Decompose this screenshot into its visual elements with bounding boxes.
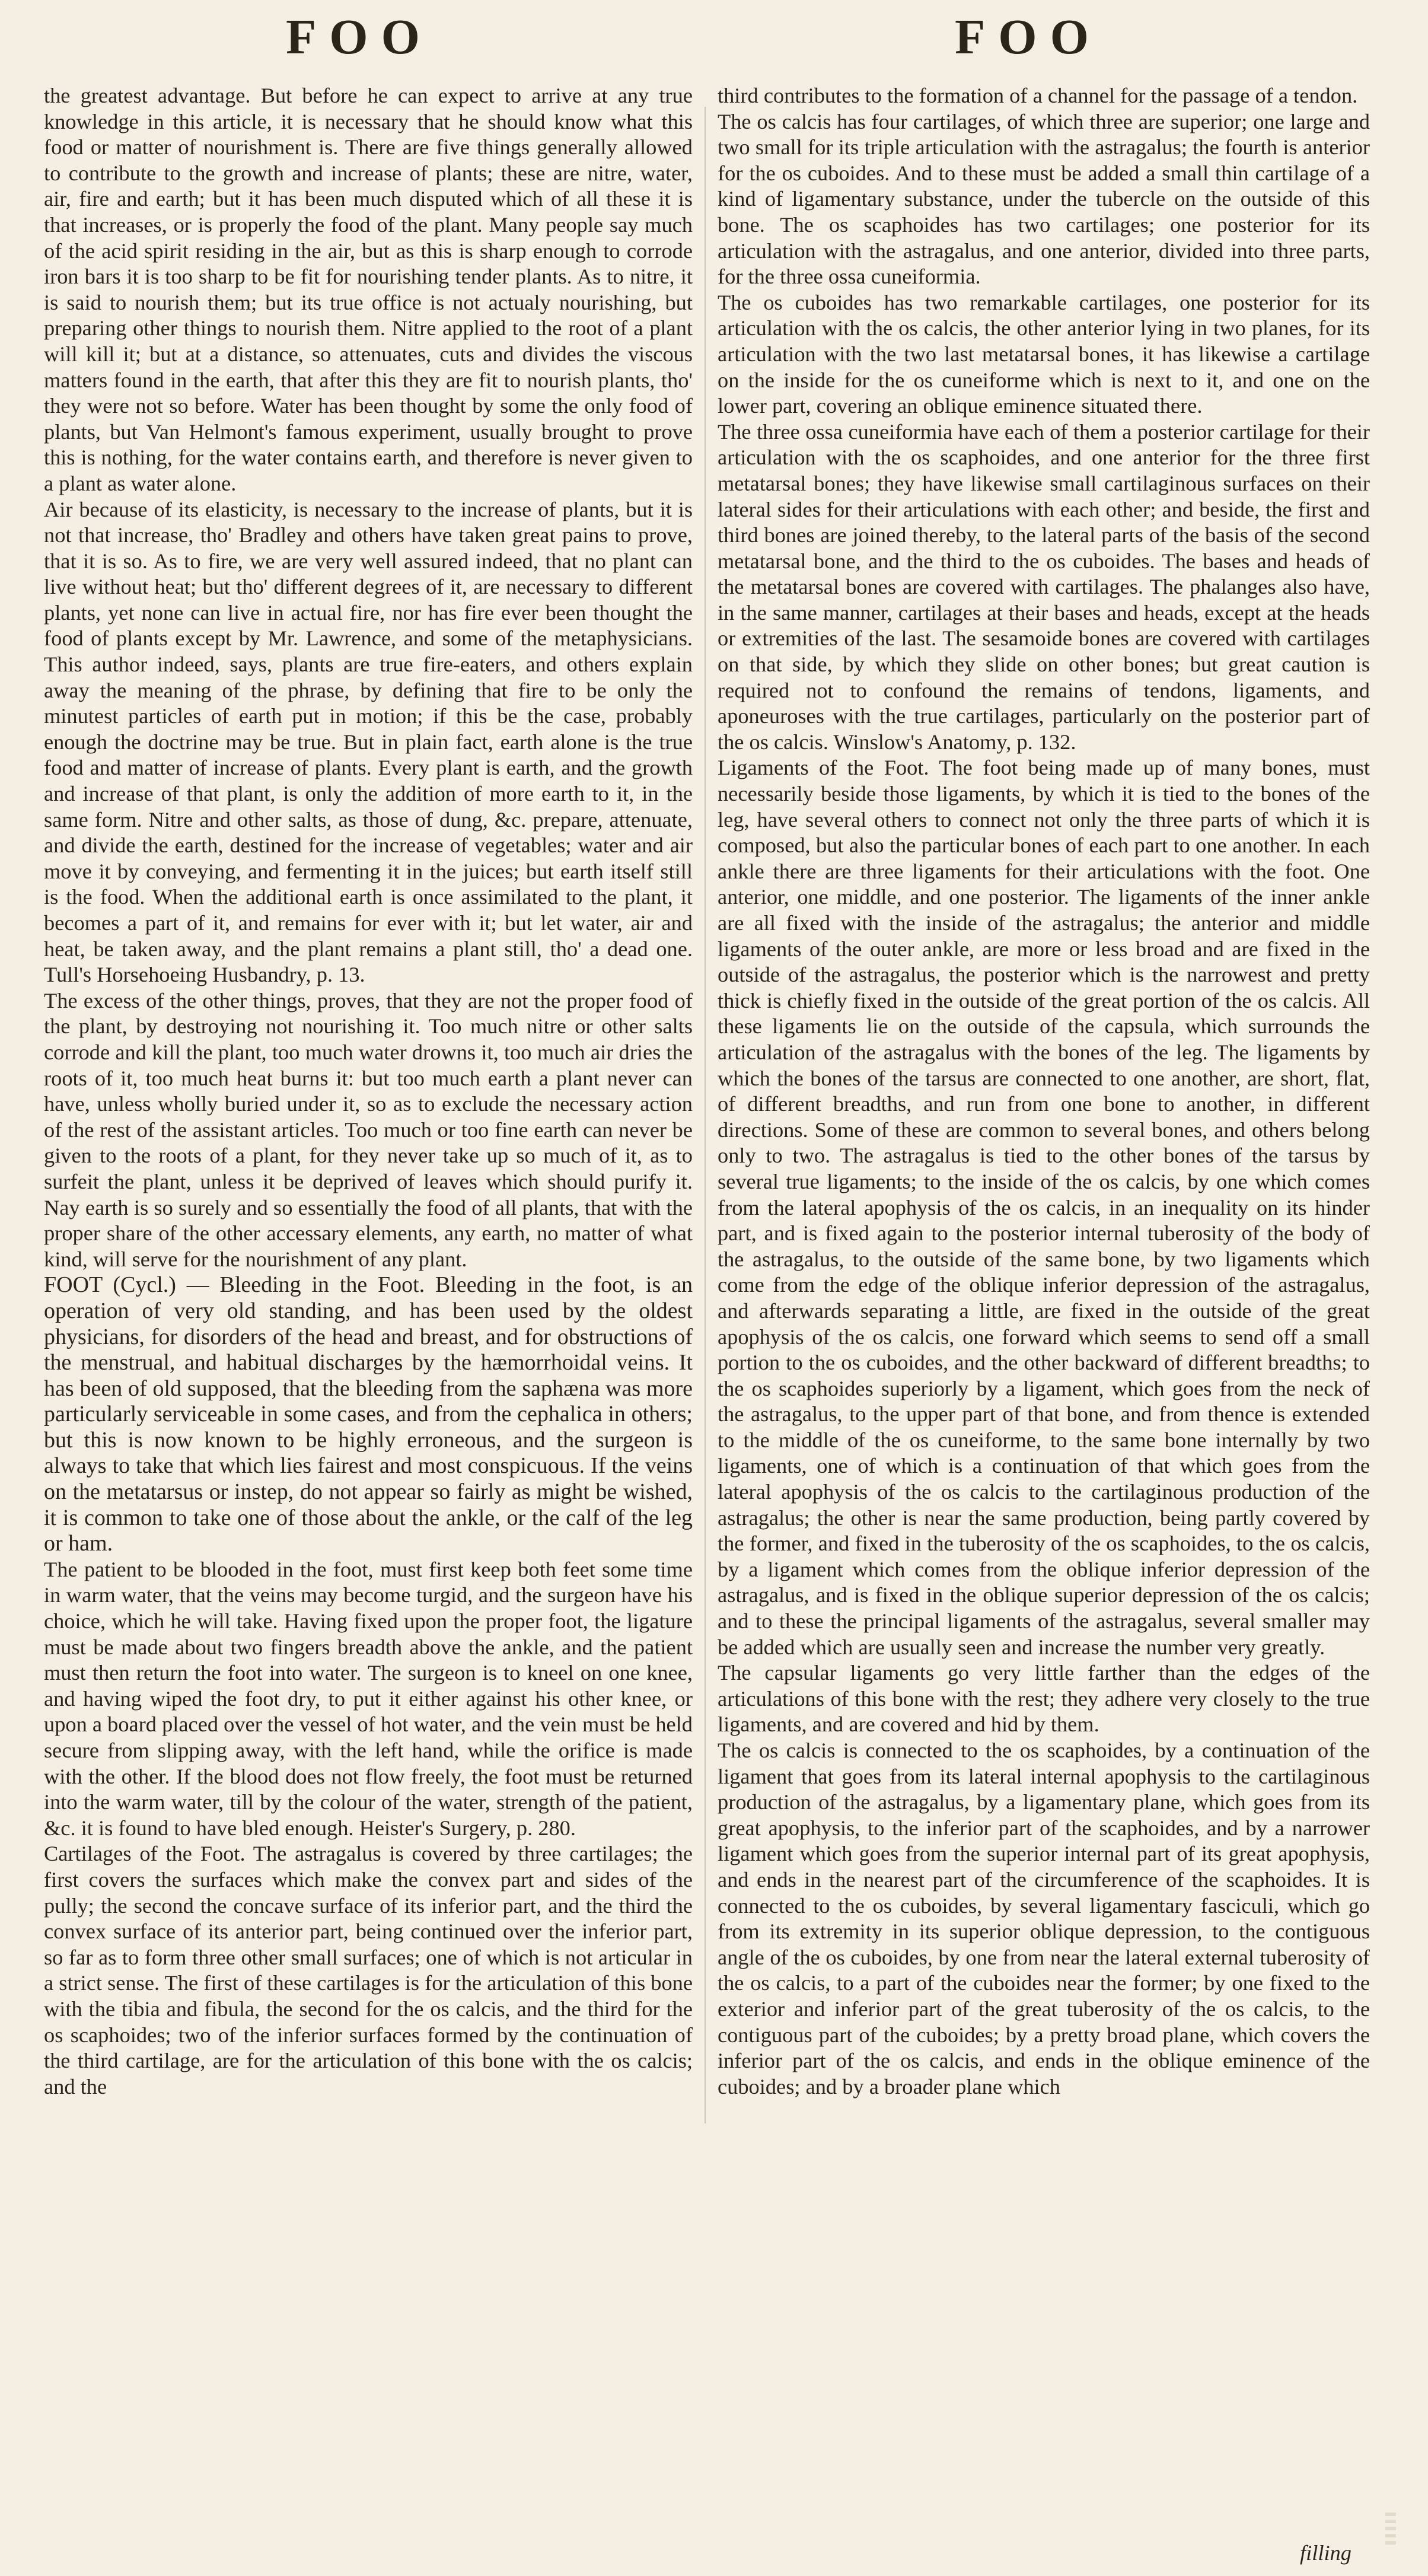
paragraph: The capsular ligaments go very little farther than the edges of the articulations of this bone with the rest; they adhere very closely to the true ligaments, and are covered and hid by them. [718, 1661, 1370, 1737]
margin-mark [1385, 2513, 1396, 2548]
entry-foot-bleeding: FOOT (Cycl.) — Bleeding in the Foot. Bleeding in the foot, is an operation of very old standing, and has been used by the oldest physicians, for disorders of the head and breast, and for obstructions of the menstrual, and habitual discharges by the hæmorrhoidal veins. It has been of old supposed, that the bleeding from the saphæna was more particularly serviceable in some cases, and from the cephalica in others; but this is now known to be highly erroneous, and the surgeon is always to take that which lies fairest and most conspicuous. If the veins on the metatarsus or instep, do not appear so fairly as might be wished, it is common to take one of those about the ankle, or the calf of the leg or ham. [44, 1272, 693, 1556]
entry-ligaments-of-foot: Ligaments of the Foot. The foot being made up of many bones, must necessarily beside those ligaments, by which it is tied to the bones of the leg, have several others to connect not only the three parts of which it is composed, but also the particular bones of each part to one another. In each ankle there are three ligaments for their articulations with the foot. One anterior, one middle, and one posterior. The ligaments of the inner ankle are all fixed with the inside of the astragalus; the anterior and middle ligaments of the outer ankle, are more or less broad and are fixed in the outside of the astragalus, the posterior which is the narrowest and pretty thick is chiefly fixed in the outside of the great portion of the os calcis. All these ligaments lie on the outside of the capsula, which surrounds the articulation of the astragalus with the bones of the leg. The ligaments by which the bones of the tarsus are connected to one another, are short, flat, of different breadths, and run from one bone to another, in different directions. Some of these are common to several bones, and others belong only to two. The astragalus is tied to the other bones of the tarsus by several true ligaments; to the inside of the os calcis, by one which comes from the lateral apophysis of the os calcis, in an inequality on its hinder part, and is fixed again to the posterior internal tuberosity of the body of the astragalus, to the outside of the same bone, by two ligaments which come from the edge of the oblique inferior depression of the astragalus, and afterwards separating a little, are fixed in the outside of the great apophysis of the os calcis, one forward which seems to send off a small portion to the os cuboides, and the other backward of different breadths; to the os scaphoides superiorly by a ligament, which goes from the neck of the astragalus, to the upper part of that bone, and from thence is extended to the middle of the os cuneiforme, to the same bone internally by two ligaments, one of which is a continuation of that which goes from the lateral apophysis of the os calcis to the cartilaginous production of the astragalus; the other is near the same production, being partly covered by the former, and fixed in the tuberosity of the os scaphoides, to the os calcis, by a ligament which comes from the oblique inferior depression of the astragalus, and is fixed in the oblique superior depression of the os calcis; and to these the principal ligaments of the astragalus, several smaller may be added which are usually seen and increase the number very greatly. [718, 756, 1370, 1659]
paragraph: third contributes to the formation of a channel for the passage of a tendon. [718, 84, 1358, 107]
running-head-left: FOO [286, 9, 433, 65]
paragraph: The excess of the other things, proves, that they are not the proper food of the plant, by destroying not nourishing it. Too much nitre or other salts corrode and kill the plant, too much water drowns it, too much air dries the roots of it, too much heat burns it: but too much earth a plant never can have, unless wholly buried under it, so as to exclude the necessary action of the rest of the assistant articles. Too much or too fine earth can never be given to the roots of a plant, for they never take up so much of it, as to surfeit the plant, unless it be deprived of leaves which should purify it. Nay earth is so surely and so essentially the food of all plants, that with the proper share of the other accessary elements, any earth, no matter of what kind, will serve for the nourishment of any plant. [44, 988, 693, 1271]
entry-cartilages-of-foot: Cartilages of the Foot. The astragalus is covered by three cartilages; the first covers the surfaces which make the convex part and sides of the pully; the second the concave surface of its inferior part, and the third the convex surface of its anterior part, being continued over the inferior part, so far as to form three other small surfaces; one of which is not articular in a strict sense. The first of these cartilages is for the articulation of this bone with the tibia and fibula, the second for the os calcis, and the third for the os scaphoides; two of the inferior surfaces formed by the continuation of the third cartilage, are for the articulation of this bone with the os calcis; and the [44, 1842, 693, 2099]
paragraph: The os calcis has four cartilages, of which three are superior; one large and two small for its triple articulation with the astragalus; the fourth is anterior for the os cuboides. And to these must be added a small thin cartilage of a kind of ligamentary substance, under the tubercle on the outside of this bone. The os scaphoides has two cartilages; one posterior for its articulation with the astragalus, and one anterior, divided into three parts, for the three ossa cuneiformia. [718, 109, 1370, 289]
right-column [718, 83, 1370, 2100]
paragraph: the greatest advantage. But before he can expect to arrive at any true knowledge in this article, it is necessary that he should know what this food or matter of nourishment is. There are five things generally allowed to contribute to the growth and increase of plants; these are nitre, water, air, fire and earth; but it has been much disputed which of all these it is that increases, or is properly the food of the plant. Many people say much of the acid spirit residing in the air, but as this is sharp enough to corrode iron bars it is too sharp to be fit for nourishing tender plants. As to nitre, it is said to nourish them; but its true office is not actualy nourishing, but preparing other things to nourish them. Nitre applied to the root of a plant will kill it; but at a distance, so attenuates, cuts and divides the viscous matters found in the earth, that after this they are fit to nourish plants, tho' they were not so before. Water has been thought by some the only food of plants, but Van Helmont's famous experiment, usually brought to prove this is nothing, for the water contains earth, and therefore is never given to a plant as water alone. [44, 84, 693, 495]
paragraph: The patient to be blooded in the foot, must first keep both feet some time in warm water, that the veins may become turgid, and the surgeon have his choice, which he will take. Having fixed upon the proper foot, the ligature must be made about two fingers breadth above the ankle, and the patient must then return the foot into water. The surgeon is to kneel on one knee, and having wiped the foot dry, to put it either against his other knee, or upon a board placed over the vessel of hot water, and the vein must be held secure from slipping away, with the left hand, while the orifice is made with the other. If the blood does not flow freely, the foot must be returned into the warm water, till by the colour of the water, strength of the patient, &c. it is found to have bled enough. Heister's Surgery, p. 280. [44, 1557, 693, 1840]
paragraph: The three ossa cuneiformia have each of them a posterior cartilage for their articulation with the os scaphoides, and one anterior for the three first metatarsal bones; they have likewise small cartilaginous surfaces on their lateral sides for their articulations with each other; and beside, the first and third bones are joined thereby, to the lateral parts of the basis of the second metatarsal bone, and the third to the os cuboides. The bases and heads of the metatarsal bones are covered with cartilages. The phalanges also have, in the same manner, cartilages at their bases and heads, except at the heads or extremities of the last. The sesamoide bones are covered with cartilages on that side, by which they slide on other bones; but great caution is required not to confound the remains of tendons, ligaments, and aponeuroses with the true cartilages, particularly on the posterior part of the os calcis. Winslow's Anatomy, p. 132. [718, 419, 1370, 754]
paragraph: The os calcis is connected to the os scaphoides, by a continuation of the ligament that goes from its lateral internal apophysis to the cartilaginous production of the astragalus, by a ligamentary plane, which goes from its great apophysis, to the inferior part of the scaphoides, and by a narrower ligament which goes from the superior internal part of its great apophysis, and ends in the nearest part of the circumference of the scaphoides. It is connected to the os cuboides, by several ligamentary fasciculi, which go from its extremity in its superior oblique depression, to the contiguous angle of the os cuboides, by one from near the lateral external tuberosity of the os calcis, to a part of the cuboides near the former; by one fixed to the exterior and inferior part of the great tuberosity of the os calcis, to the contiguous part of the cuboides; by a pretty broad plane, which covers the inferior part of the os calcis, and ends in the oblique eminence of the cuboides; and by a broader plane which [718, 1738, 1370, 2099]
left-column [44, 83, 693, 2100]
paragraph: The os cuboides has two remarkable cartilages, one posterior for its articulation with the os calcis, the other anterior lying in two planes, for its articulation with the two last metatarsal bones, it has likewise a cartilage on the inside for the os cuneiforme which is next to it, and one on the lower part, covering an oblique eminence situated there. [718, 290, 1370, 418]
paragraph: Air because of its elasticity, is necessary to the increase of plants, but it is not that increase, tho' Bradley and others have taken great pains to prove, that it is so. As to fire, we are very well assured indeed, that no plant can live without heat; but tho' different degrees of it, are necessary to different plants, yet none can live in actual fire, nor has fire ever been thought the food of plants except by Mr. Lawrence, and some of the metaphysicians. This author indeed, says, plants are true fire-eaters, and others explain away the meaning of the phrase, by defining that fire to be only the minutest particles of earth put in motion; if this be the case, probably enough the doctrine may be true. But in plain fact, earth alone is the true food and matter of increase of plants. Every plant is earth, and the growth and increase of that plant, is only the addition of more earth to it, in the same form. Nitre and other salts, as those of dung, &c. prepare, attenuate, and divide the earth, destined for the increase of vegetables; water and air move it by conveying, and fermenting it in the juices; but earth itself still is the food. When the additional earth is once assimilated to the plant, it becomes a part of it, and remains for ever with it; but let water, air and heat, be taken away, and the plant remains a plant still, tho' a dead one. Tull's Horsehoeing Husbandry, p. 13. [44, 497, 693, 987]
running-head-right: FOO [955, 9, 1102, 65]
catchword: filling [1300, 2541, 1352, 2565]
